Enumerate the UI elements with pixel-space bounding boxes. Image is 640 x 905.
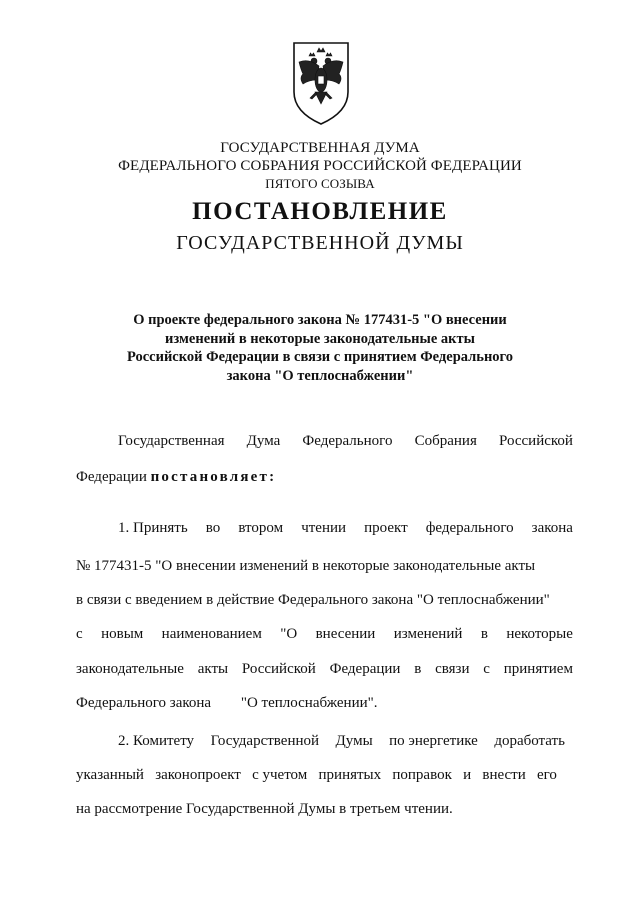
- subject-line: закона "О теплоснабжении": [226, 367, 414, 384]
- item1-line-2: № 177431-5 "О внесении изменений в некоторые законодательные акты: [76, 558, 536, 574]
- header-line-federal-assembly: ФЕДЕРАЛЬНОГО СОБРАНИЯ РОССИЙСКОЙ ФЕДЕРАЦИИ: [118, 158, 522, 174]
- document-subject: [0, 311, 640, 385]
- document-type-subtitle: ГОСУДАРСТВЕННОЙ ДУМЫ: [176, 232, 464, 254]
- preamble-line-2: Федерации постановляет:: [76, 469, 277, 485]
- subject-line: Российской Федерации в связи с принятием Федерального: [126, 349, 514, 365]
- subject-line: изменений в некоторые законодательные акты: [165, 330, 475, 347]
- item1-line-5: законодательные акты Российской Федерации в связи с принятием: [76, 661, 573, 677]
- header-line-duma: ГОСУДАРСТВЕННАЯ ДУМА: [220, 140, 420, 156]
- subject-line: О проекте федерального закона № 177431-5 "О внесении: [133, 312, 507, 328]
- item2-line-3: на рассмотрение Государственной Думы в третьем чтении.: [76, 801, 453, 817]
- item1-line-3: в связи с введением в действие Федерального закона "О теплоснабжении": [76, 592, 550, 608]
- document-type-title: ПОСТАНОВЛЕНИЕ: [192, 198, 448, 225]
- header-line-convocation: ПЯТОГО СОЗЫВА: [265, 176, 375, 191]
- item1-line-4: с новым наименованием "О внесении изменений в некоторые: [76, 626, 573, 642]
- item1-line-1: 1. Принять во втором чтении проект федерального закона: [118, 520, 573, 536]
- coat-of-arms-emblem: [291, 40, 351, 126]
- resolution-verb: постановляет:: [150, 469, 277, 485]
- item1-line-6: Федерального закона "О теплоснабжении".: [76, 695, 378, 711]
- item2-line-2: указанный законопроект с учетом принятых поправок и внести его: [76, 767, 557, 783]
- preamble-line-1: Государственная Дума Федерального Собрания Российской: [118, 433, 573, 449]
- item2-line-1: 2. Комитету Государственной Думы по энергетике доработать: [118, 733, 565, 749]
